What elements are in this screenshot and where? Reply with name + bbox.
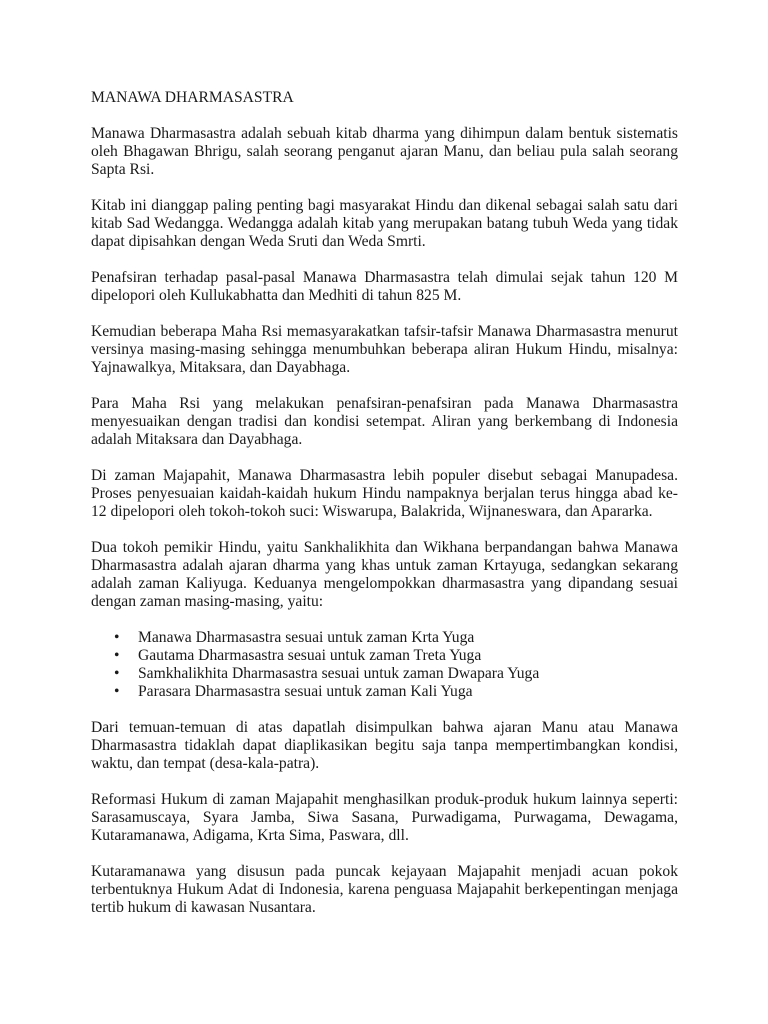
- list-item: [114, 665, 678, 683]
- bullet-icon: •: [114, 665, 120, 682]
- yuga-list: [91, 629, 678, 701]
- list-item: [114, 647, 678, 665]
- paragraph: Dua tokoh pemikir Hindu, yaitu Sankhalikhita dan Wikhana berpandangan bahwa Manawa Dharmasastra adalah ajaran dharma yang khas untuk zaman Krtayuga, sedangkan sekarang adalah zaman Kaliyuga. Keduanya mengelompokkan dharmasastra yang dipandang sesuai dengan zaman masing-masing, yaitu:: [91, 539, 678, 610]
- paragraph: Para Maha Rsi yang melakukan penafsiran-penafsiran pada Manawa Dharmasastra menyesuaikan dengan tradisi dan kondisi setempat. Aliran yang berkembang di Indonesia adalah Mitaksara dan Dayabhaga.: [91, 395, 678, 448]
- list-item-text: Parasara Dharmasastra sesuai untuk zaman Kali Yuga: [138, 683, 473, 700]
- paragraph: Di zaman Majapahit, Manawa Dharmasastra lebih populer disebut sebagai Manupadesa. Proses penyesuaian kaidah-kaidah hukum Hindu nampaknya berjalan terus hingga abad ke-12 dipelopori oleh tokoh-tokoh suci: Wiswarupa, Balakrida, Wijnaneswara, dan Apararka.: [91, 467, 678, 520]
- paragraph: Kitab ini dianggap paling penting bagi masyarakat Hindu dan dikenal sebagai salah satu dari kitab Sad Wedangga. Wedangga adalah kitab yang merupakan batang tubuh Weda yang tidak dapat dipisahkan dengan Weda Sruti dan Weda Smrti.: [91, 197, 678, 250]
- bullet-icon: •: [114, 647, 120, 664]
- bullet-icon: •: [114, 629, 120, 646]
- paragraph: Reformasi Hukum di zaman Majapahit menghasilkan produk-produk hukum lainnya seperti: Sarasamuscaya, Syara Jamba, Siwa Sasana, Purwadigama, Purwagama, Dewagama, Kutaramanawa, Adigama, Krta Sima, Paswara, dll.: [91, 791, 678, 844]
- list-item: [114, 683, 678, 701]
- bullet-icon: •: [114, 683, 120, 700]
- document-title: MANAWA DHARMASASTRA: [91, 89, 294, 106]
- paragraph: Kutaramanawa yang disusun pada puncak kejayaan Majapahit menjadi acuan pokok terbentuknya Hukum Adat di Indonesia, karena penguasa Majapahit berkepentingan menjaga tertib hukum di kawasan Nusantara.: [91, 863, 678, 916]
- paragraph: Penafsiran terhadap pasal-pasal Manawa Dharmasastra telah dimulai sejak tahun 120 M dipelopori oleh Kullukabhatta dan Medhiti di tahun 825 M.: [91, 269, 678, 304]
- paragraph: Dari temuan-temuan di atas dapatlah disimpulkan bahwa ajaran Manu atau Manawa Dharmasastra tidaklah dapat diaplikasikan begitu saja tanpa mempertimbangkan kondisi, waktu, dan tempat (desa-kala-patra).: [91, 719, 678, 772]
- paragraph: Kemudian beberapa Maha Rsi memasyarakatkan tafsir-tafsir Manawa Dharmasastra menurut versinya masing-masing sehingga menumbuhkan beberapa aliran Hukum Hindu, misalnya: Yajnawalkya, Mitaksara, dan Dayabhaga.: [91, 323, 678, 376]
- list-item-text: Manawa Dharmasastra sesuai untuk zaman Krta Yuga: [138, 629, 475, 646]
- paragraph: Manawa Dharmasastra adalah sebuah kitab dharma yang dihimpun dalam bentuk sistematis oleh Bhagawan Bhrigu, salah seorang penganut ajaran Manu, dan beliau pula salah seorang Sapta Rsi.: [91, 125, 678, 178]
- list-item-text: Samkhalikhita Dharmasastra sesuai untuk zaman Dwapara Yuga: [138, 665, 540, 682]
- list-item-text: Gautama Dharmasastra sesuai untuk zaman Treta Yuga: [138, 647, 482, 664]
- document-page: [91, 89, 678, 935]
- list-item: [114, 629, 678, 647]
